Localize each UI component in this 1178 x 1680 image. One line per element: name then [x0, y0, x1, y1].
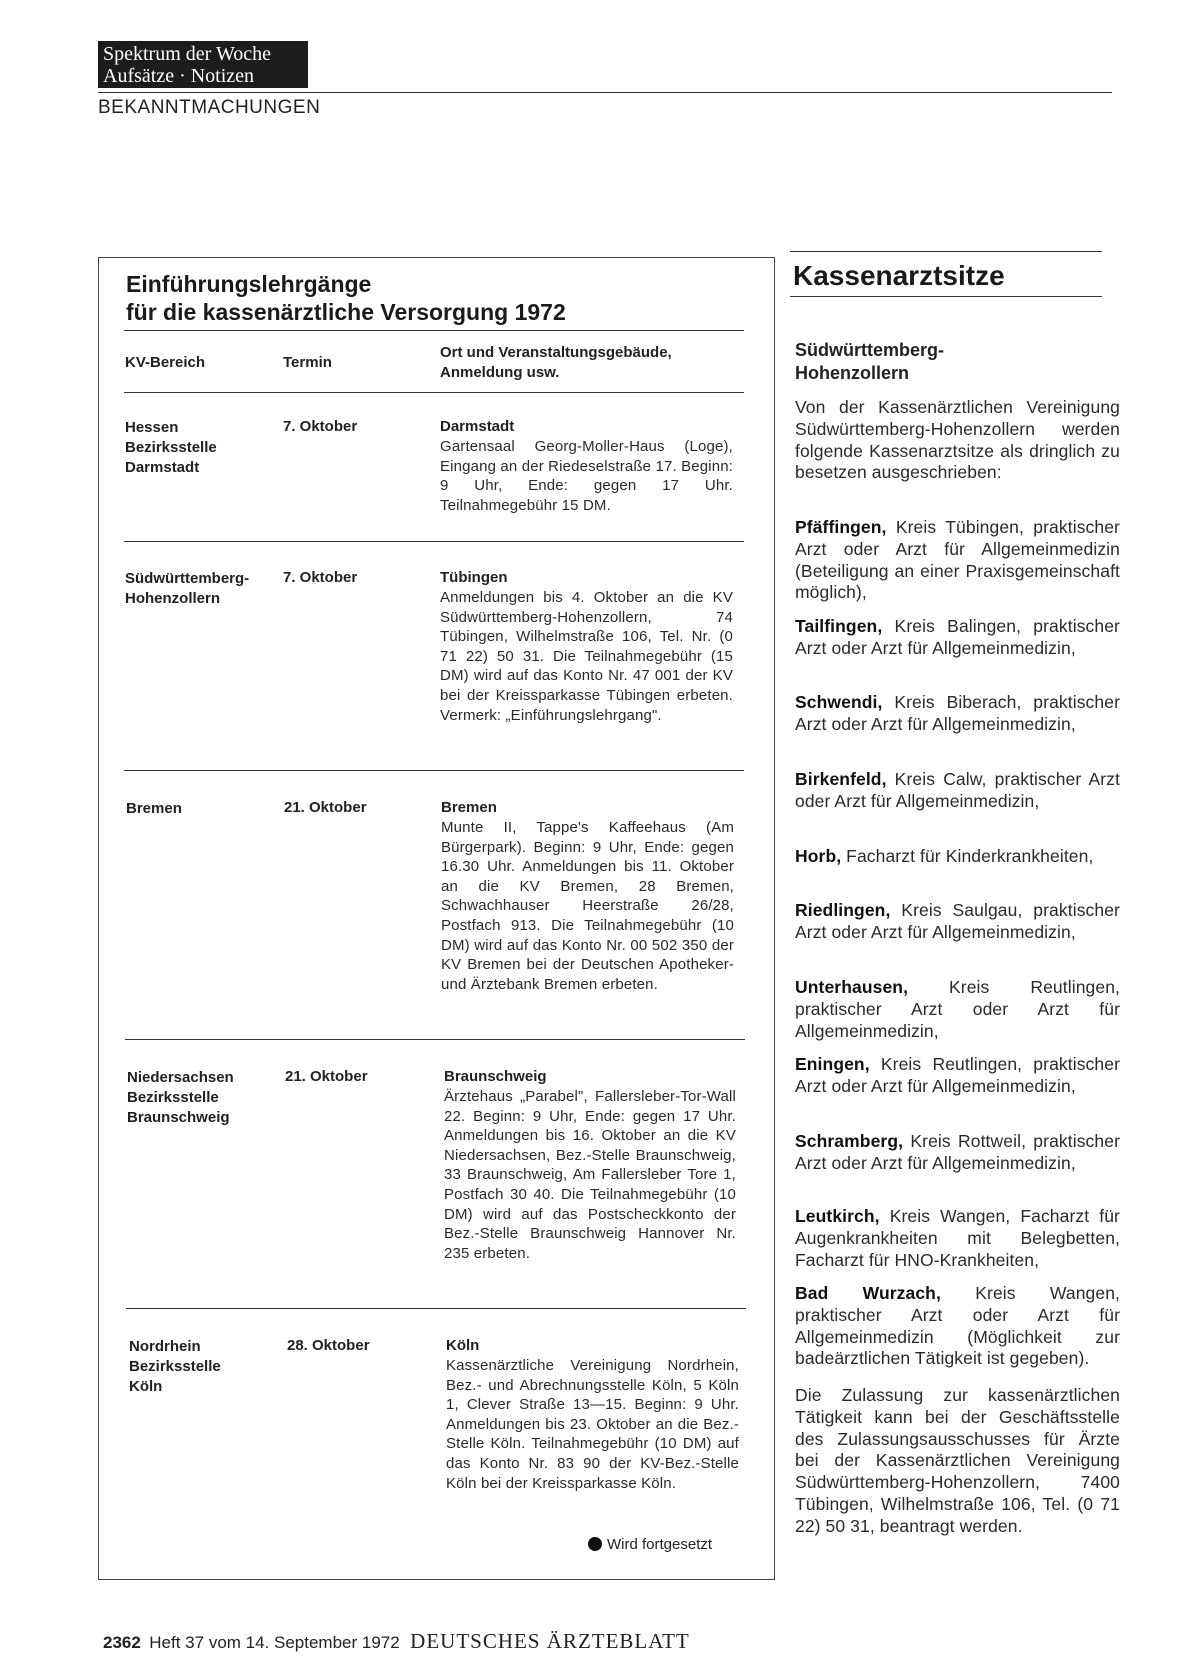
vacancy-entry: Riedlingen, Kreis Saulgau, praktischer Arzt oder Arzt für Allgemeinmedizin,	[795, 900, 1120, 942]
vacancy-entry: Horb, Facharzt für Kinderkrankheiten,	[795, 846, 1094, 866]
row-bereich: Nordrhein Bezirksstelle Köln	[129, 1338, 221, 1395]
lehrgaenge-title: Einführungslehrgänge für die kassenärztliche Versorgung 1972	[126, 271, 566, 325]
continued-note: Wird fortgesetzt	[588, 1536, 712, 1553]
row-ort: Bremen	[441, 799, 497, 816]
vacancy-entry: Schwendi, Kreis Biberach, praktischer Arzt oder Arzt für Allgemeinmedizin,	[795, 692, 1120, 734]
row-details: Gartensaal Georg-Moller-Haus (Loge), Eingang an der Riedeselstraße 17. Beginn: 9 Uhr, Ende: gegen 17 Uhr. Teilnahmegebühr 15 DM.	[440, 438, 734, 514]
row-details: Anmeldungen bis 4. Oktober an die KV Südwürttemberg-Hohenzollern, 74 Tübingen, Wilhelmstraße 106, Tel. Nr. (0 71 22) 50 31. Die Teilnahmegebühr (15 DM) wird auf das Konto Nr. 47 001 der KV bei der Kreissparkasse Tübingen erbeten. Vermerk: „Einführungslehrgang".	[440, 589, 733, 724]
section-heading: BEKANNTMACHUNGEN	[98, 97, 321, 118]
journal-name: DEUTSCHES ÄRZTEBLATT	[410, 1629, 690, 1653]
row-bereich: Hessen Bezirksstelle Darmstadt	[125, 419, 217, 476]
column-header-bereich: KV-Bereich	[125, 354, 206, 371]
row-divider	[124, 770, 744, 771]
row-ort: Darmstadt	[440, 418, 515, 435]
rubric-line-2: Aufsätze · Notizen	[103, 65, 255, 87]
vacancy-entry: Schramberg, Kreis Rottweil, praktischer Arzt oder Arzt für Allgemeinmedizin,	[795, 1131, 1120, 1173]
page-number: 2362	[103, 1633, 141, 1652]
row-termin: 7. Oktober	[283, 418, 358, 435]
vacancy-entry: Pfäffingen, Kreis Tübingen, praktischer Arzt oder Arzt für Allgemeinmedizin (Beteiligung an einer Praxisgemeinschaft möglich),	[795, 517, 1120, 603]
closing-paragraph: Die Zulassung zur kassenärztlichen Tätigkeit kann bei der Geschäftsstelle des Zulassungsausschusses für Ärzte bei der Kassenärztlichen Vereinigung Südwürttemberg-Hohenzollern, 7400 Tübingen, Wilhelmstraße 106, Tel. (0 71 22) 50 31, beantragt werden.	[795, 1385, 1120, 1536]
row-ort: Tübingen	[440, 569, 508, 586]
table-top-rule	[124, 330, 744, 331]
rubric-box	[98, 41, 308, 88]
row-details: Ärztehaus „Parabel", Fallersleber-Tor-Wall 22. Beginn: 9 Uhr, Ende: gegen 17 Uhr. Anmeldungen bis 16. Oktober an die KV Niedersachsen, Bez.-Stelle Braunschweig, 33 Braunschweig, Am Fallersleber Tore 1, Postfach 30 40. Die Teilnahmegebühr (10 DM) wird auf das Postscheckkonto der Bez.-Stelle Braunschweig Hannover Nr. 235 erbeten.	[444, 1088, 736, 1262]
column-header-ort: Ort und Veranstaltungsgebäude, Anmeldung usw.	[440, 344, 672, 381]
region-heading: Südwürttemberg- Hohenzollern	[795, 340, 945, 383]
vacancy-entry: Leutkirch, Kreis Wangen, Facharzt für Augenkrankheiten mit Belegbetten, Facharzt für HNO-Krankheiten,	[795, 1206, 1120, 1270]
intro-paragraph: Von der Kassenärztlichen Vereinigung Südwürttemberg-Hohenzollern werden folgende Kassenarztsitze als dringlich zu besetzen ausgeschrieben:	[795, 397, 1120, 483]
vacancy-entry: Bad Wurzach, Kreis Wangen, praktischer Arzt oder Arzt für Allgemeinmedizin (Möglichkeit zur badeärztlichen Tätigkeit ist gegeben).	[795, 1283, 1121, 1369]
row-bereich: Niedersachsen Bezirksstelle Braunschweig	[127, 1069, 234, 1126]
row-divider	[126, 1308, 746, 1309]
issue-info: Heft 37 vom 14. September 1972	[149, 1633, 400, 1652]
kassenarzt-top-rule	[790, 251, 1102, 252]
page-footer	[103, 1629, 690, 1654]
column-header-rule	[124, 392, 744, 393]
vacancy-entry: Tailfingen, Kreis Balingen, praktischer Arzt oder Arzt für Allgemeinmedizin,	[795, 616, 1120, 658]
rubric-line-1: Spektrum der Woche	[103, 43, 271, 65]
row-details: Kassenärztliche Vereinigung Nordrhein, Bez.- und Abrechnungsstelle Köln, 5 Köln 1, Clever Straße 13—15. Beginn: 9 Uhr. Anmeldungen bis 23. Oktober an die Bez.-Stelle Köln. Teilnahmegebühr (10 DM) auf das Konto Nr. 83 90 der KV-Bez.-Stelle Köln bei der Kreissparkasse Köln.	[446, 1357, 739, 1492]
row-termin: 28. Oktober	[287, 1337, 370, 1354]
row-termin: 7. Oktober	[283, 569, 358, 586]
row-termin: 21. Oktober	[285, 1068, 368, 1085]
row-ort: Köln	[446, 1337, 480, 1354]
row-ort: Braunschweig	[444, 1068, 547, 1085]
kassenarzt-title: Kassenarztsitze	[793, 260, 1005, 291]
vacancy-entry: Eningen, Kreis Reutlingen, praktischer Arzt oder Arzt für Allgemeinmedizin,	[795, 1054, 1120, 1096]
row-divider	[125, 1039, 745, 1040]
kassenarzt-title-rule	[790, 296, 1102, 297]
bullet-dot-icon	[588, 1537, 602, 1551]
row-divider	[124, 541, 744, 542]
row-termin: 21. Oktober	[284, 799, 367, 816]
row-details: Munte II, Tappe's Kaffeehaus (Am Bürgerpark). Beginn: 9 Uhr, Ende: gegen 16.30 Uhr. Anmeldungen bis 11. Oktober an die KV Bremen, 28 Bremen, Schwachhauser Heerstraße 26/28, Postfach 913. Die Teilnahmegebühr (10 DM) wird auf das Konto Nr. 00 502 350 der KV Bremen bei der Deutschen Apotheker- und Ärztebank Bremen erbeten.	[441, 819, 734, 993]
header-rule	[98, 92, 1112, 93]
vacancy-entry: Birkenfeld, Kreis Calw, praktischer Arzt oder Arzt für Allgemeinmedizin,	[795, 769, 1120, 811]
vacancy-entry: Unterhausen, Kreis Reutlingen, praktischer Arzt oder Arzt für Allgemeinmedizin,	[795, 977, 1120, 1041]
row-bereich: Südwürttemberg- Hohenzollern	[125, 570, 250, 607]
column-header-termin: Termin	[283, 354, 332, 371]
row-bereich: Bremen	[126, 800, 182, 817]
